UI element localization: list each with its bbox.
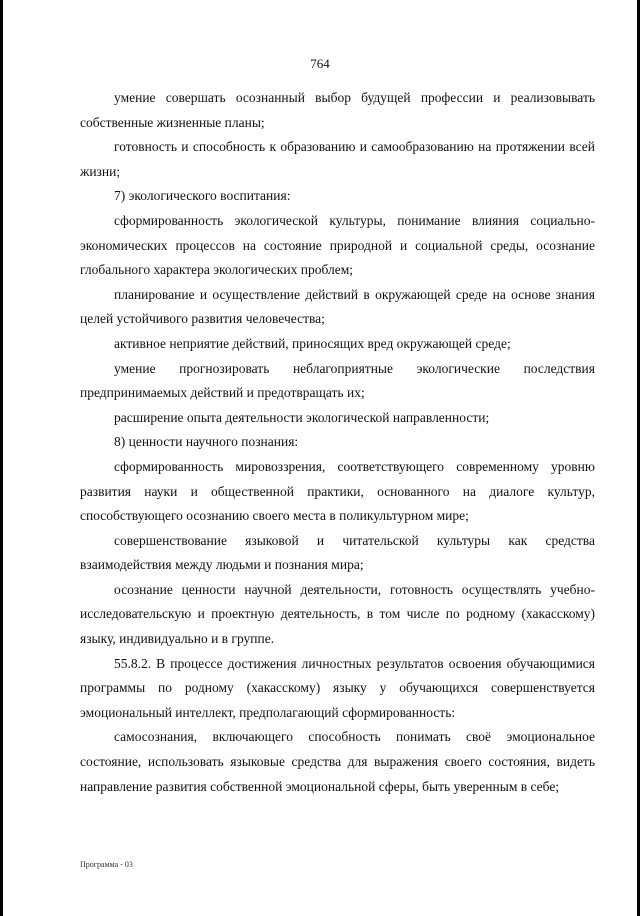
scan-border-left	[0, 0, 3, 916]
paragraph: планирование и осуществление действий в окружающей среде на основе знания целей устойчивого развития человечества;	[80, 286, 595, 327]
section-heading: 7) экологического воспитания:	[114, 188, 291, 204]
document-body	[80, 86, 595, 799]
paragraph: умение прогнозировать неблагоприятные экологические последствия предпринимаемых действий и предотвращать их;	[80, 360, 595, 401]
paragraph: активное неприятие действий, приносящих вред окружающей среде;	[114, 335, 511, 351]
paragraph: осознание ценности научной деятельности, готовность осуществлять учебно-исследовательскую и проектную деятельность, в том числе по родному (хакасскому) языку, индивидуально и в группе.	[80, 581, 595, 647]
section-heading: 8) ценности научного познания:	[114, 434, 299, 450]
paragraph: расширение опыта деятельности экологической направленности;	[114, 409, 490, 425]
footer-label: Программа - 03	[80, 860, 133, 869]
paragraph: самосознания, включающего способность понимать своё эмоциональное состояние, использовать языковые средства для выражения своего состояния, видеть направление развития собственной эмоциональной сферы, быть уверенным в себе;	[80, 729, 595, 794]
paragraph: совершенствование языковой и читательской культуры как средства взаимодействия между людьми и познания мира;	[80, 532, 595, 573]
paragraph: 55.8.2. В процессе достижения личностных результатов освоения обучающимися программы по родному (хакасскому) языку у обучающихся совершенствуется эмоциональный интеллект, предполагающий сформированность:	[80, 655, 595, 720]
paragraph: умение совершать осознанный выбор будущей профессии и реализовывать собственные жизненные планы;	[80, 90, 595, 130]
page-number: 764	[310, 56, 330, 71]
paragraph: сформированность экологической культуры, понимание влияния социально-экономических процессов на состояние природной и социальной среды, осознание глобального характера экологических проблем;	[80, 212, 595, 278]
paragraph: сформированность мировоззрения, соответствующего современному уровню развития науки и общественной практики, основанного на диалоге культур, способствующего осознанию своего места в поликультурном мире;	[80, 458, 595, 524]
paragraph: готовность и способность к образованию и самообразованию на протяжении всей жизни;	[80, 139, 595, 179]
